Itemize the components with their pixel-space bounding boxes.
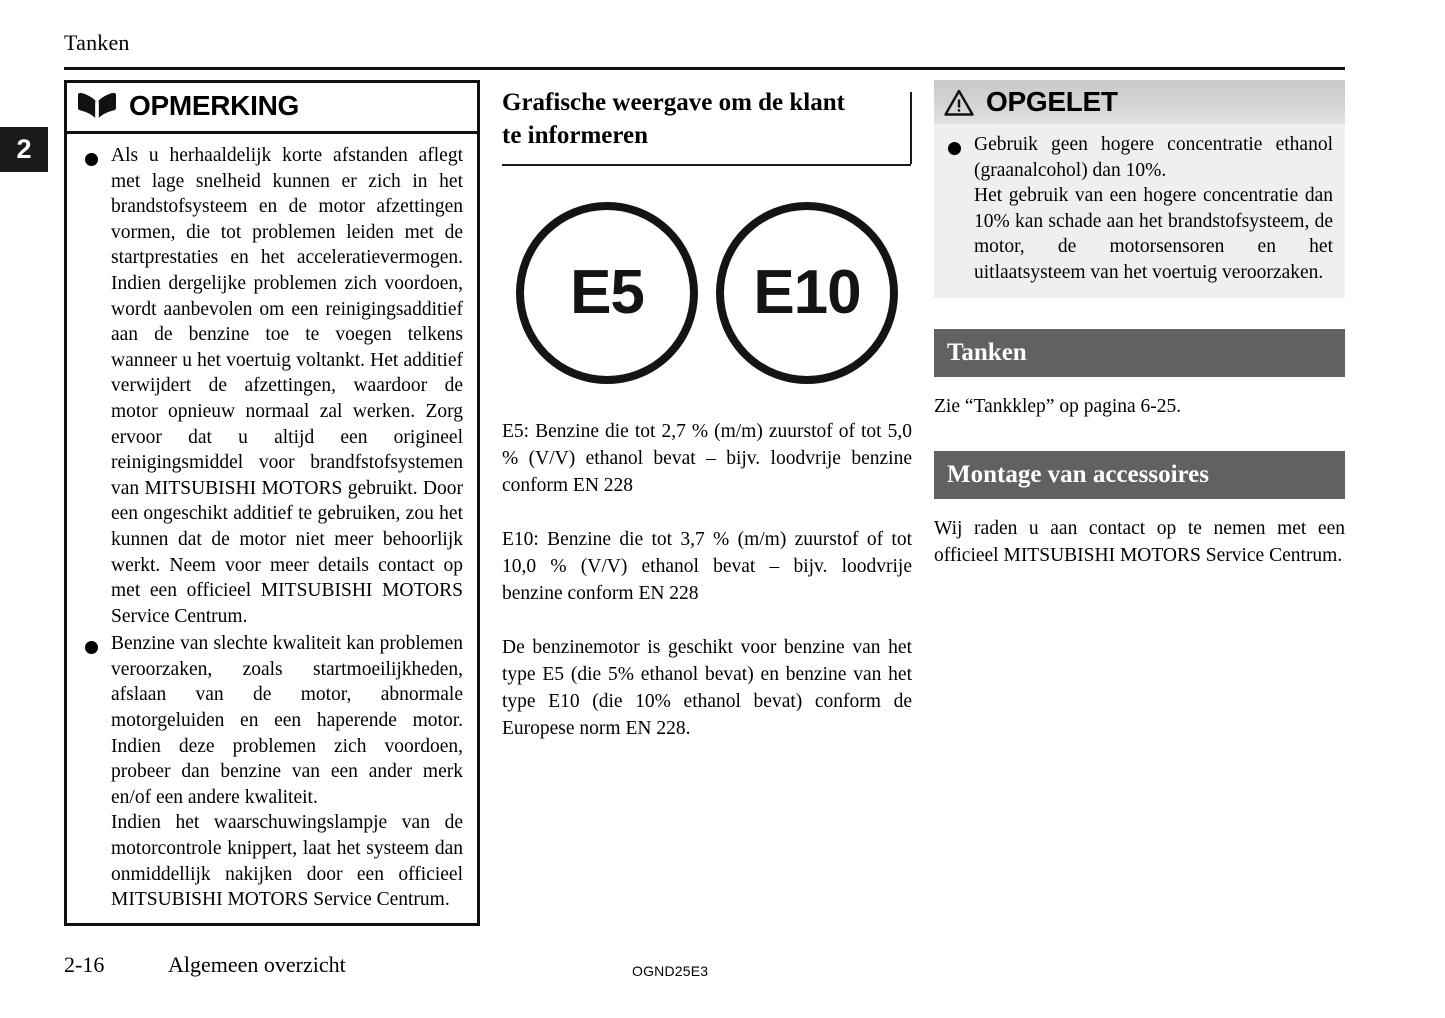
- section-banner-tanken: Tanken: [934, 329, 1345, 377]
- header-rule: [64, 67, 1345, 70]
- bullet-paragraph: Benzine van slechte kwaliteit kan problemen veroorzaken, zoals startmoeilijkheden, afslaan van de motor, abnormale motorgeluiden en een haperende motor. Indien deze problemen zich voordoen, probeer dan benzine van een ander merk en/of een andere kwaliteit.: [111, 633, 463, 808]
- note-bullet-list: [79, 143, 463, 913]
- caution-box: [934, 80, 1345, 298]
- chapter-tab-number: 2: [16, 134, 32, 164]
- caution-bullet-list: [942, 132, 1333, 286]
- middle-column-heading: Grafische weergave om de klant te informeren: [502, 89, 845, 149]
- middle-column: [502, 80, 912, 742]
- fuel-badge-label: E10: [753, 258, 861, 327]
- note-box-header: [67, 83, 477, 134]
- paragraph-e5: E5: Benzine die tot 2,7 % (m/m) zuurstof of tot 5,0 % (V/V) ethanol bevat – bijv. loodvrije benzine conform EN 228: [502, 421, 912, 496]
- heading-rule-tick: [910, 92, 912, 164]
- list-item: [79, 143, 463, 629]
- warning-triangle-icon: [944, 89, 974, 116]
- bullet-paragraph: Het gebruik van een hogere concentratie dan 10% kan schade aan het brandstofsysteem, de motor, de motorsensoren en het uitlaatsysteem van het voertuig veroorzaken.: [974, 185, 1333, 283]
- chapter-tab: [0, 127, 48, 172]
- section-body-tanken: Zie “Tankklep” op pagina 6-25.: [934, 395, 1182, 417]
- footer-section-title: Algemeen overzicht: [168, 952, 346, 977]
- middle-heading-rule: [502, 156, 912, 170]
- caution-box-title: OPGELET: [986, 86, 1118, 117]
- footer-page-number: 2-16: [64, 952, 105, 977]
- list-item: [79, 631, 463, 913]
- note-box-body: [67, 134, 477, 923]
- note-box: [64, 80, 480, 926]
- caution-box-header: [934, 80, 1345, 124]
- heading-underline: [502, 164, 911, 166]
- fuel-badge-e10: [716, 202, 898, 384]
- middle-column-text: [502, 418, 912, 742]
- paragraph-e10: E10: Benzine die tot 3,7 % (m/m) zuurstof of tot 10,0 % (V/V) ethanol bevat – bijv. loodvrije benzine conform EN 228: [502, 529, 912, 604]
- open-book-icon: [77, 92, 117, 120]
- bullet-paragraph: Indien het waarschuwingslampje van de motorcontrole knippert, laat het systeem dan onmiddellijk nakijken door een officieel MITSUBISHI MOTORS Service Centrum.: [111, 812, 463, 911]
- left-column: [64, 80, 480, 926]
- section-banner-montage: Montage van accessoires: [934, 451, 1345, 499]
- note-box-title: OPMERKING: [129, 90, 299, 121]
- section-body-montage: Wij raden u aan contact op te nemen met een officieel MITSUBISHI MOTORS Service Centrum.: [934, 517, 1345, 566]
- fuel-badge-e5: [516, 202, 698, 384]
- running-head: Tanken: [64, 30, 130, 55]
- bullet-paragraph: Als u herhaaldelijk korte afstanden aflegt met lage snelheid kunnen er zich in het brandstofsysteem en de motor afzettingen vormen, die tot problemen leiden met de startprestaties en het acceleratievermogen. Indien dergelijke problemen zich voordoen, wordt aanbevolen om een reinigingsadditief aan de benzine toe te voegen telkens wanneer u het voertuig voltankt. Het additief verwijdert de afzettingen, waardoor de motor opnieuw normaal zal werken. Zorg ervoor dat u altijd een origineel reinigingsmiddel voor brandfstofsystemen van MITSUBISHI MOTORS gebruikt. Door een ongeschikt additief te gebruiken, zou het kunnen dat de motor niet meer behoorlijk werkt. Neem voor meer details contact op met een officieel MITSUBISHI MOTORS Service Centrum.: [111, 145, 463, 627]
- footer-document-code: OGND25E3: [632, 963, 709, 979]
- right-column: [934, 80, 1345, 569]
- fuel-label-badges: [502, 202, 912, 384]
- list-item: [942, 132, 1333, 286]
- paragraph-engine-compat: De benzinemotor is geschikt voor benzine van het type E5 (die 5% ethanol bevat) en benzine van het type E10 (die 10% ethanol bevat) conform de Europese norm EN 228.: [502, 637, 912, 739]
- bullet-paragraph: Gebruik geen hogere concentratie ethanol (graanalcohol) dan 10%.: [974, 134, 1333, 181]
- caution-box-body: [934, 124, 1345, 298]
- fuel-badge-label: E5: [570, 258, 644, 327]
